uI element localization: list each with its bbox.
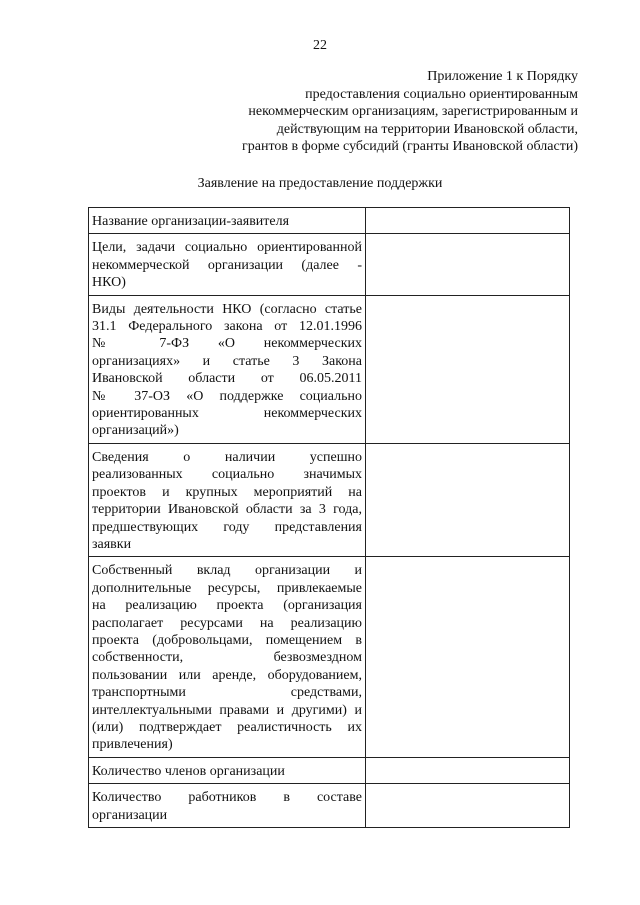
row-label-line: организациях» и статье 3 Закона xyxy=(92,353,362,369)
row-label-line: территории Ивановской области за 3 года, xyxy=(92,502,362,518)
row-label-line: № 37-ОЗ «О поддержке социально xyxy=(92,388,362,404)
form-row xyxy=(89,295,570,443)
row-label-line: собственности, безвозмездном xyxy=(92,650,362,666)
row-value-cell[interactable] xyxy=(366,557,570,757)
row-value-cell[interactable] xyxy=(366,234,570,295)
form-row xyxy=(89,443,570,556)
row-label-line: на реализацию проекта (организация xyxy=(92,598,362,614)
row-label-line: транспортными средствами, xyxy=(92,685,362,701)
row-label-line: ориентированных некоммерческих xyxy=(92,406,362,422)
row-label-line: Ивановской области от 06.05.2011 xyxy=(92,371,362,387)
appendix-line: действующим на территории Ивановской области, xyxy=(276,121,578,137)
form-row xyxy=(89,234,570,295)
appendix-reference xyxy=(158,68,578,156)
row-label-cell xyxy=(89,234,366,295)
row-label-line: проектов и крупных мероприятий на xyxy=(92,484,362,500)
row-label-line: проекта (добровольцами, помещением в xyxy=(92,632,362,648)
row-value-cell[interactable] xyxy=(366,208,570,234)
form-table-body xyxy=(89,208,570,828)
row-value-cell[interactable] xyxy=(366,784,570,828)
row-label-cell xyxy=(89,757,366,783)
form-row xyxy=(89,784,570,828)
appendix-line: предоставления социально ориентированным xyxy=(305,86,578,102)
row-label-line: Цели, задачи социально ориентированной xyxy=(92,240,362,256)
appendix-line: грантов в форме субсидий (гранты Ивановской области) xyxy=(242,139,578,154)
row-label-line: Виды деятельности НКО (согласно статье xyxy=(92,301,362,317)
row-value-cell[interactable] xyxy=(366,757,570,783)
row-label-line: дополнительные ресурсы, привлекаемые xyxy=(92,580,362,596)
appendix-line: некоммерческим организациям, зарегистрированным и xyxy=(248,104,578,119)
row-label-line: заявки xyxy=(92,536,132,552)
row-label-line: привлечения) xyxy=(92,737,173,753)
row-label-line: пользовании или аренде, оборудованием, xyxy=(92,667,362,683)
row-label-line: Количество членов организации xyxy=(92,763,285,779)
row-label-line: организаций») xyxy=(92,423,179,439)
row-label-line: (или) подтверждает реалистичность их xyxy=(92,719,362,735)
row-label-line: Количество работников в составе xyxy=(92,790,362,806)
row-label-line: 31.1 Федерального закона от 12.01.1996 xyxy=(92,319,362,335)
row-label-line: интеллектуальными правами и другими) и xyxy=(92,702,362,718)
row-label-line: НКО) xyxy=(92,275,126,291)
row-label-line: Сведения о наличии успешно xyxy=(92,449,362,465)
document-title: Заявление на предоставление поддержки xyxy=(197,176,443,191)
form-row xyxy=(89,208,570,234)
row-label-cell xyxy=(89,295,366,443)
row-label-line: № 7-ФЗ «О некоммерческих xyxy=(92,336,362,352)
row-label-cell xyxy=(89,208,366,234)
row-label-line: Собственный вклад организации и xyxy=(92,563,362,579)
row-label-line: предшествующих году представления xyxy=(92,519,362,535)
row-label-line: некоммерческой организации (далее - xyxy=(92,257,362,273)
row-label-line: организации xyxy=(92,807,168,823)
row-label-cell xyxy=(89,443,366,556)
row-label-cell xyxy=(89,784,366,828)
row-label-line: Название организации-заявителя xyxy=(92,214,290,229)
application-form-table xyxy=(88,207,570,828)
page-number: 22 xyxy=(313,38,327,53)
appendix-line: Приложение 1 к Порядку xyxy=(427,69,578,84)
row-label-line: располагает ресурсами на реализацию xyxy=(92,615,362,631)
form-row xyxy=(89,557,570,757)
form-row xyxy=(89,757,570,783)
row-value-cell[interactable] xyxy=(366,295,570,443)
row-value-cell[interactable] xyxy=(366,443,570,556)
row-label-cell xyxy=(89,557,366,757)
row-label-line: реализованных социально значимых xyxy=(92,467,362,483)
